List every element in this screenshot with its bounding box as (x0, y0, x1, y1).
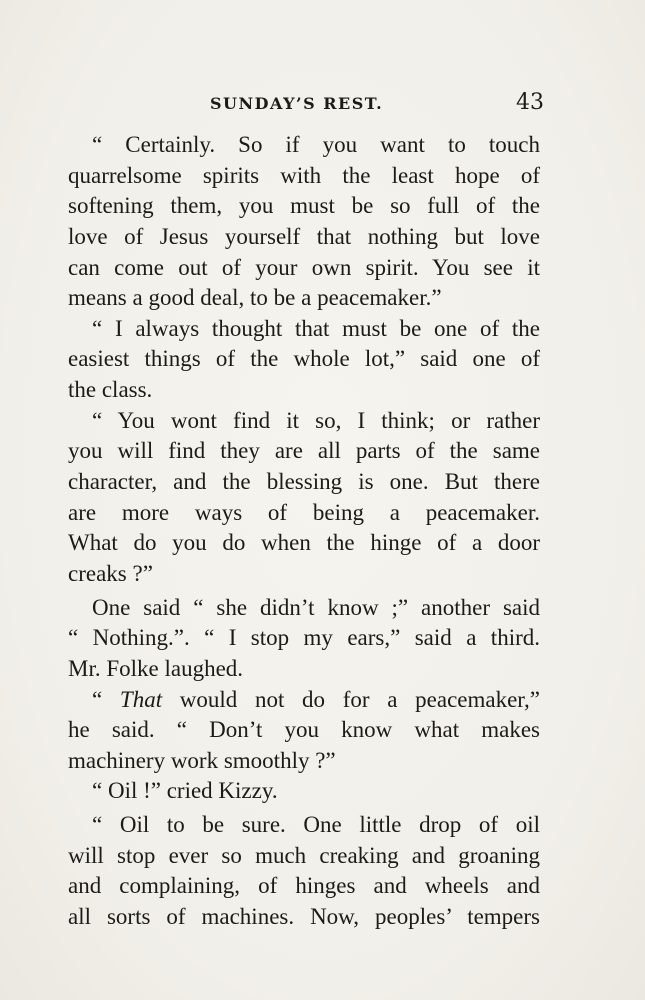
text-line: easiest things of the whole lot,” said one of (68, 346, 540, 372)
body-text (68, 130, 540, 933)
text-line: machinery work smoothly ?” (68, 747, 336, 773)
text-line: “ I always thought that must be one of the (92, 315, 540, 341)
text-line: all sorts of machines. Now, peoples’ tempers (68, 904, 540, 930)
text-line: character, and the blessing is one. But there (68, 469, 540, 495)
text-line: “ You wont find it so, I think; or rather (92, 407, 540, 433)
running-head (68, 90, 544, 120)
text-line: creaks ?” (68, 560, 153, 586)
text-line: “ That would not do for a peacemaker,” (92, 686, 540, 712)
text-line: are more ways of being a peacemaker. (68, 499, 540, 525)
text-line: quarrelsome spirits with the least hope of (68, 162, 540, 188)
text-line: One said “ she didn’t know ;” another said (92, 594, 540, 620)
text-line: you will find they are all parts of the same (68, 438, 540, 464)
text-line: love of Jesus yourself that nothing but love (68, 223, 540, 249)
page-number: 43 (516, 90, 544, 115)
text-line: “ Certainly. So if you want to touch (92, 132, 540, 157)
text-line: “ Oil !” cried Kizzy. (92, 778, 278, 804)
text-line: Mr. Folke laughed. (68, 655, 244, 681)
text-line: “ Oil to be sure. One little drop of oil (92, 812, 540, 838)
text-line: he said. “ Don’t you know what makes (68, 717, 540, 743)
text-line: will stop ever so much creaking and groaning (68, 842, 540, 868)
emphasis-word: That (119, 686, 163, 712)
text-line: means a good deal, to be a peacemaker.” (68, 285, 442, 311)
text-line: can come out of your own spirit. You see it (68, 254, 540, 280)
running-title: SUNDAY’S REST. (210, 94, 384, 113)
text-line: the class. (68, 377, 153, 403)
text-line: “ Nothing.”. “ I stop my ears,” said a third. (68, 625, 540, 651)
text-line: and complaining, of hinges and wheels and (68, 873, 540, 899)
text-line: softening them, you must be so full of the (68, 193, 540, 219)
text-line: What do you do when the hinge of a door (68, 530, 540, 556)
